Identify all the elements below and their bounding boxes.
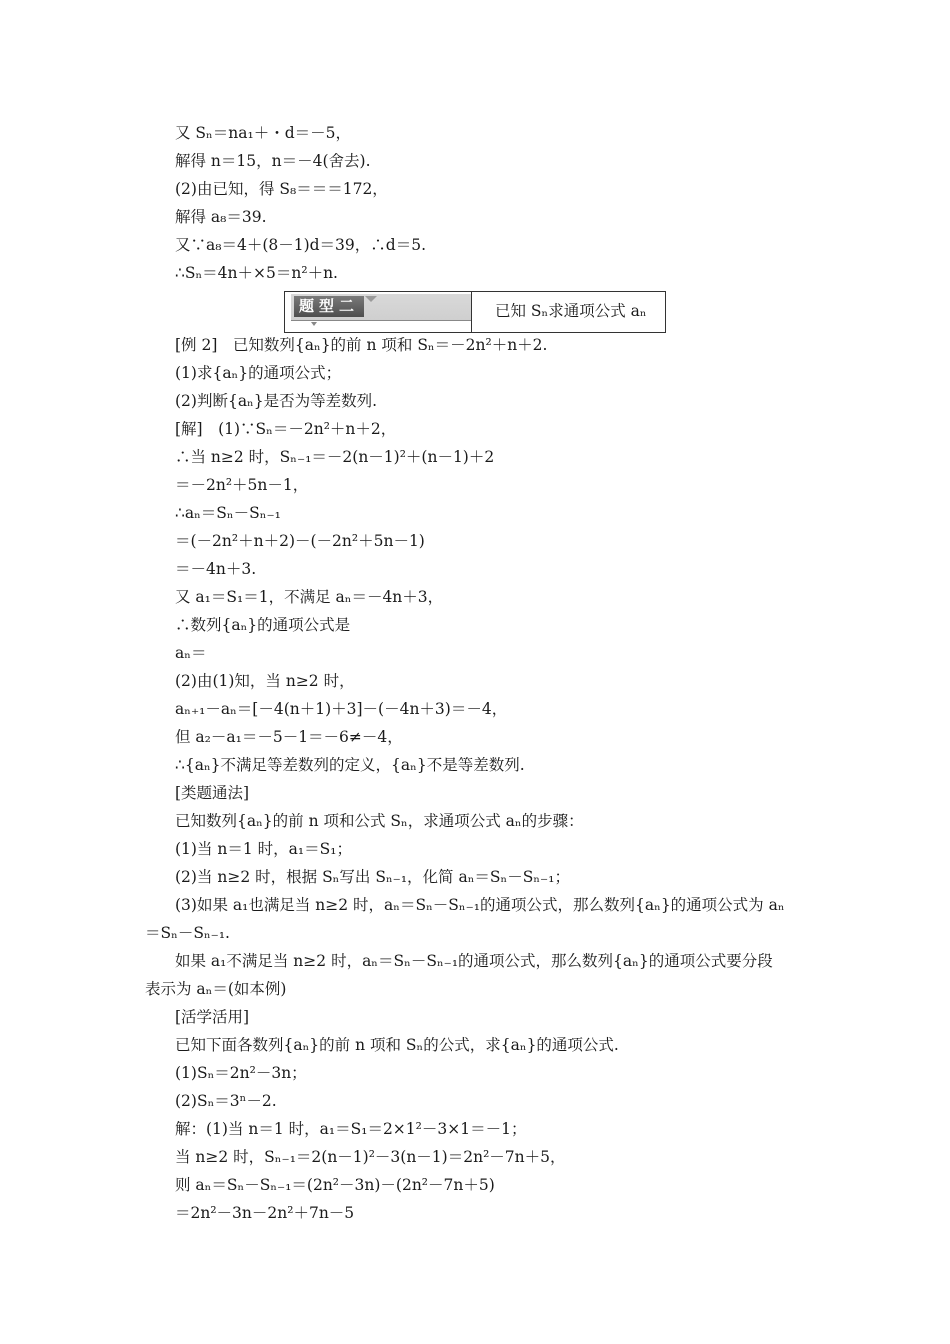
text-line: (1)当 n＝1 时，a₁＝S₁； [175,840,352,858]
text-line: aₙ＝ [175,644,207,662]
text-line: (2)由(1)知，当 n≥2 时， [175,672,355,690]
text-line: 解得 a₈＝39. [175,208,267,226]
text-line: ＝－2n²＋5n－1， [175,476,309,494]
text-line: [类题通法] [175,784,250,802]
section-banner [284,291,666,333]
text-line: ∴数列{aₙ}的通项公式是 [175,616,351,634]
text-line: ∴aₙ＝Sₙ－Sₙ₋₁ [175,504,281,522]
text-line: ＝Sₙ－Sₙ₋₁. [145,924,230,942]
text-line: (1)Sₙ＝2n²－3n； [175,1064,307,1082]
text-line: ∴当 n≥2 时，Sₙ₋₁＝－2(n－1)²＋(n－1)＋2 [175,448,495,466]
text-line: 表示为 aₙ＝(如本例) [145,980,287,998]
text-line: (2)由已知，得 S₈＝＝＝172， [175,180,388,198]
text-line: (2)当 n≥2 时，根据 Sₙ写出 Sₙ₋₁，化简 aₙ＝Sₙ－Sₙ₋₁； [175,868,570,886]
text-line: 解：(1)当 n＝1 时，a₁＝S₁＝2×1²－3×1＝－1； [175,1120,527,1138]
text-line: (3)如果 a₁也满足当 n≥2 时，aₙ＝Sₙ－Sₙ₋₁的通项公式，那么数列{aₙ}的通项公式为 aₙ [175,896,785,914]
text-line: 解得 n＝15，n＝－4(舍去). [175,152,371,170]
text-line: 则 aₙ＝Sₙ－Sₙ₋₁＝(2n²－3n)－(2n²－7n＋5) [175,1176,495,1194]
banner-pointer-icon [311,322,317,326]
banner-corner-icon [365,296,377,302]
banner-tag-area [291,294,471,321]
text-line: ∴Sₙ＝4n＋×5＝n²＋n. [175,264,338,282]
text-line: [解] (1)∵Sₙ＝－2n²＋n＋2， [175,420,397,438]
text-line: (2)判断{aₙ}是否为等差数列. [175,392,378,410]
text-line: 但 a₂－a₁＝－5－1＝－6≠－4， [175,728,403,746]
text-line: 又∵a₈＝4＋(8－1)d＝39，∴d＝5. [175,236,426,254]
text-line: [例 2] 已知数列{aₙ}的前 n 项和 Sₙ＝－2n²＋n＋2. [175,336,548,354]
text-line: 已知下面各数列{aₙ}的前 n 项和 Sₙ的公式，求{aₙ}的通项公式. [175,1036,619,1054]
text-line: 当 n≥2 时，Sₙ₋₁＝2(n－1)²－3(n－1)＝2n²－7n＋5， [175,1148,566,1166]
banner-tag: 题型二 [294,296,364,317]
banner-title: 已知 Sₙ求通项公式 aₙ [495,302,647,320]
text-line: 已知数列{aₙ}的前 n 项和公式 Sₙ，求通项公式 aₙ的步骤： [175,812,584,830]
text-line: ＝2n²－3n－2n²＋7n－5 [175,1204,355,1222]
text-line: 如果 a₁不满足当 n≥2 时，aₙ＝Sₙ－Sₙ₋₁的通项公式，那么数列{aₙ}的通项公式要分段 [175,952,773,970]
text-line: 又 a₁＝S₁＝1，不满足 aₙ＝－4n＋3， [175,588,444,606]
text-line: [活学活用] [175,1008,250,1026]
text-line: 又 Sₙ＝na₁＋・d＝－5， [175,124,351,142]
text-line: (1)求{aₙ}的通项公式； [175,364,342,382]
text-line: ＝(－2n²＋n＋2)－(－2n²＋5n－1) [175,532,425,550]
text-line: ＝－4n＋3. [175,560,257,578]
banner-divider [471,292,472,332]
text-line: (2)Sₙ＝3ⁿ－2. [175,1092,277,1110]
text-line: ∴{aₙ}不满足等差数列的定义，{aₙ}不是等差数列. [175,756,525,774]
text-line: aₙ₊₁－aₙ＝[－4(n＋1)＋3]－(－4n＋3)＝－4， [175,700,508,718]
